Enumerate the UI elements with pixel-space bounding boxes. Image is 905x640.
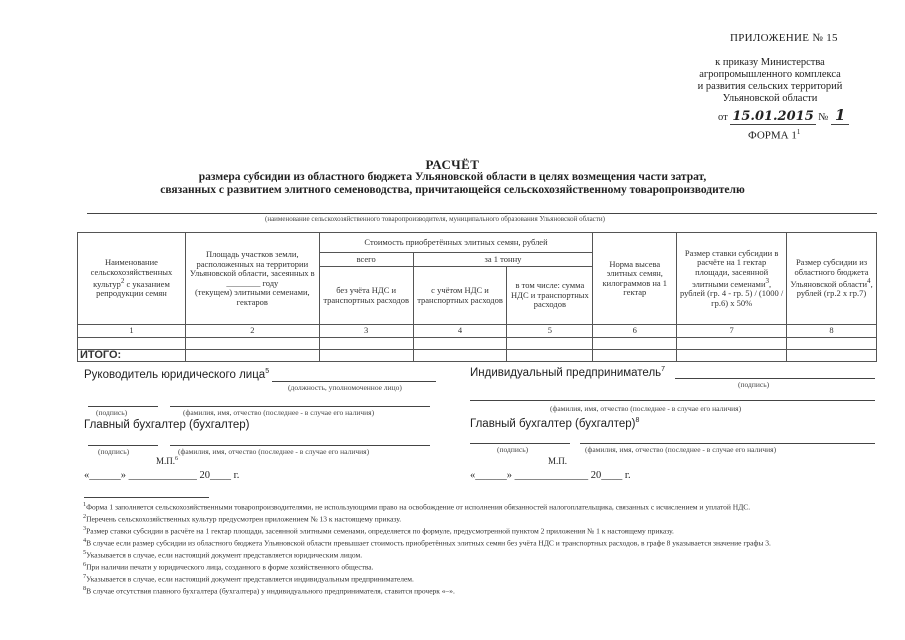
footnote: $^2$Перечень сельскохозяйственных культур предусмотрен приложением № 13 к настоящему приказу. bbox=[83, 513, 402, 524]
date-line: «______» ______________ 20____ г. bbox=[470, 470, 631, 481]
sign-caption: (подпись) bbox=[738, 380, 770, 389]
producer-caption: (наименование сельскохозяйственного товаропроизводителя, муниципального образования Ульяновской области) bbox=[265, 215, 605, 223]
chief-accountant-label: Главный бухгалтер (бухгалтер) bbox=[84, 419, 250, 431]
total-label: ИТОГО: bbox=[78, 349, 186, 362]
name-caption: (фамилия, имя, отчество (последнее - в случае его наличия) bbox=[585, 445, 777, 454]
footnote: $^1$Форма 1 заполняется сельскохозяйственными товаропроизводителями, не использующими право на освобождение от исполнения обязанностей налогоплательщика, связанных с исчислением и уплатой НДС. bbox=[83, 501, 751, 512]
appendix-number: ПРИЛОЖЕНИЕ № 15 bbox=[730, 32, 838, 44]
header-total: всего bbox=[319, 253, 413, 267]
header-subsidy: Размер субсидии из областного бюджета Ульяновской области$^4$, рублей (гр.2 х гр.7) bbox=[787, 233, 877, 325]
handwritten-number: 1 bbox=[831, 106, 849, 125]
order-date-line bbox=[718, 106, 849, 124]
date-line: «______» _____________ 20____ г. bbox=[84, 470, 240, 481]
footnotes bbox=[83, 500, 883, 596]
sign-caption: (подпись) bbox=[98, 447, 130, 456]
footnote: $^7$Указывается в случае, если настоящий документ представляется индивидуальным предпринимателем. bbox=[83, 573, 414, 584]
stamp-place: М.П.$^6$ bbox=[156, 456, 179, 466]
order-reference bbox=[660, 57, 880, 105]
footnote: $^4$В случае если размер субсидии из областного бюджета Ульяновской области превышает стоимость приобретённых элитных семян без учёта НДС и транспортных расходов, в графе 8 указывается значение графы 3. bbox=[83, 537, 771, 548]
producer-line bbox=[87, 213, 877, 214]
header-with-vat: с учётом НДС и транспортных расходов bbox=[413, 267, 507, 325]
order-line: к приказу Министерства bbox=[715, 57, 825, 68]
col-number: 7 bbox=[677, 325, 787, 338]
footnote: $^6$При наличии печати у юридического лица, созданного в форме хозяйственного общества. bbox=[83, 561, 374, 572]
col-number: 6 bbox=[593, 325, 677, 338]
header-seed-cost: Стоимость приобретённых элитных семян, рублей bbox=[319, 233, 593, 253]
footnote: $^5$Указывается в случае, если настоящий документ представляется юридическим лицом. bbox=[83, 549, 363, 560]
col-number: 2 bbox=[185, 325, 319, 338]
col-number: 4 bbox=[413, 325, 507, 338]
table-row bbox=[78, 337, 877, 349]
header-area: Площадь участков земли, расположенных на территории Ульяновской области, засеянных в ________ году (текущем) элитными семенами, гектаров bbox=[185, 233, 319, 325]
name-caption: (фамилия, имя, отчество (последнее - в случае его наличия) bbox=[550, 404, 742, 413]
calculation-table bbox=[77, 232, 877, 362]
form-label: ФОРМА $1^1$ bbox=[748, 128, 801, 142]
col-number: 3 bbox=[319, 325, 413, 338]
handwritten-date: 15.01.2015 bbox=[732, 109, 814, 124]
entrepreneur-label: Индивидуальный предприниматель$^7$ bbox=[470, 366, 666, 379]
doc-title: РАСЧЁТ bbox=[425, 157, 480, 172]
col-number: 5 bbox=[507, 325, 593, 338]
doc-subtitle-1: размера субсидии из областного бюджета Ульяновской области в целях возмещения части затрат, bbox=[198, 171, 707, 183]
col-number: 8 bbox=[787, 325, 877, 338]
order-line: и развития сельских территорий bbox=[697, 81, 843, 92]
header-without-vat: без учёта НДС и транспортных расходов bbox=[319, 267, 413, 325]
doc-subtitle-2: связанных с развитием элитного семеноводства, причитающейся сельскохозяйственному товаропроизводителю bbox=[160, 184, 745, 196]
sign-caption: (подпись) bbox=[96, 408, 128, 417]
sign-caption: (подпись) bbox=[497, 445, 529, 454]
total-row bbox=[78, 349, 877, 362]
header-seeding-rate: Норма высева элитных семян, килограммов на 1 гектар bbox=[593, 233, 677, 325]
col-number: 1 bbox=[78, 325, 186, 338]
header-crop: Наименование сельскохозяйственных культур$^2$ с указанием репродукции семян bbox=[78, 233, 186, 325]
header-rate: Размер ставки субсидии в расчёте на 1 гектар площади, засеянной элитными семенами$^3$, рублей (гр. 4 - гр. 5) / (1000 / гр.6) х 50% bbox=[677, 233, 787, 325]
order-line: Ульяновской области bbox=[722, 93, 818, 104]
header-vat-sum: в том числе: сумма НДС и транспортных расходов bbox=[507, 267, 593, 325]
order-line: агропромышленного комплекса bbox=[699, 69, 841, 80]
position-caption: (должность, уполномоченное лицо) bbox=[288, 383, 402, 392]
name-caption: (фамилия, имя, отчество (последнее - в случае его наличия) bbox=[183, 408, 375, 417]
header-per-ton: за 1 тонну bbox=[413, 253, 593, 267]
stamp-place: М.П. bbox=[548, 456, 568, 466]
date-prefix: от bbox=[718, 112, 728, 123]
footnote: $^3$Размер ставки субсидии в расчёте на 1 гектар площади, засеянной элитными семенами, определяется по формуле, предусмотренной пунктом 2 приложения № 1 к настоящему приказу. bbox=[83, 525, 674, 536]
number-sign: № bbox=[818, 112, 829, 123]
head-label: Руководитель юридического лица$^5$ bbox=[84, 368, 270, 381]
chief-accountant-label-ip: Главный бухгалтер (бухгалтер)$^8$ bbox=[470, 417, 640, 430]
name-caption: (фамилия, имя, отчество (последнее - в случае его наличия) bbox=[178, 447, 370, 456]
footnote: $^8$В случае отсутствия главного бухгалтера (бухгалтера) у индивидуального предпринимателя, ставится прочерк «–». bbox=[83, 585, 455, 596]
